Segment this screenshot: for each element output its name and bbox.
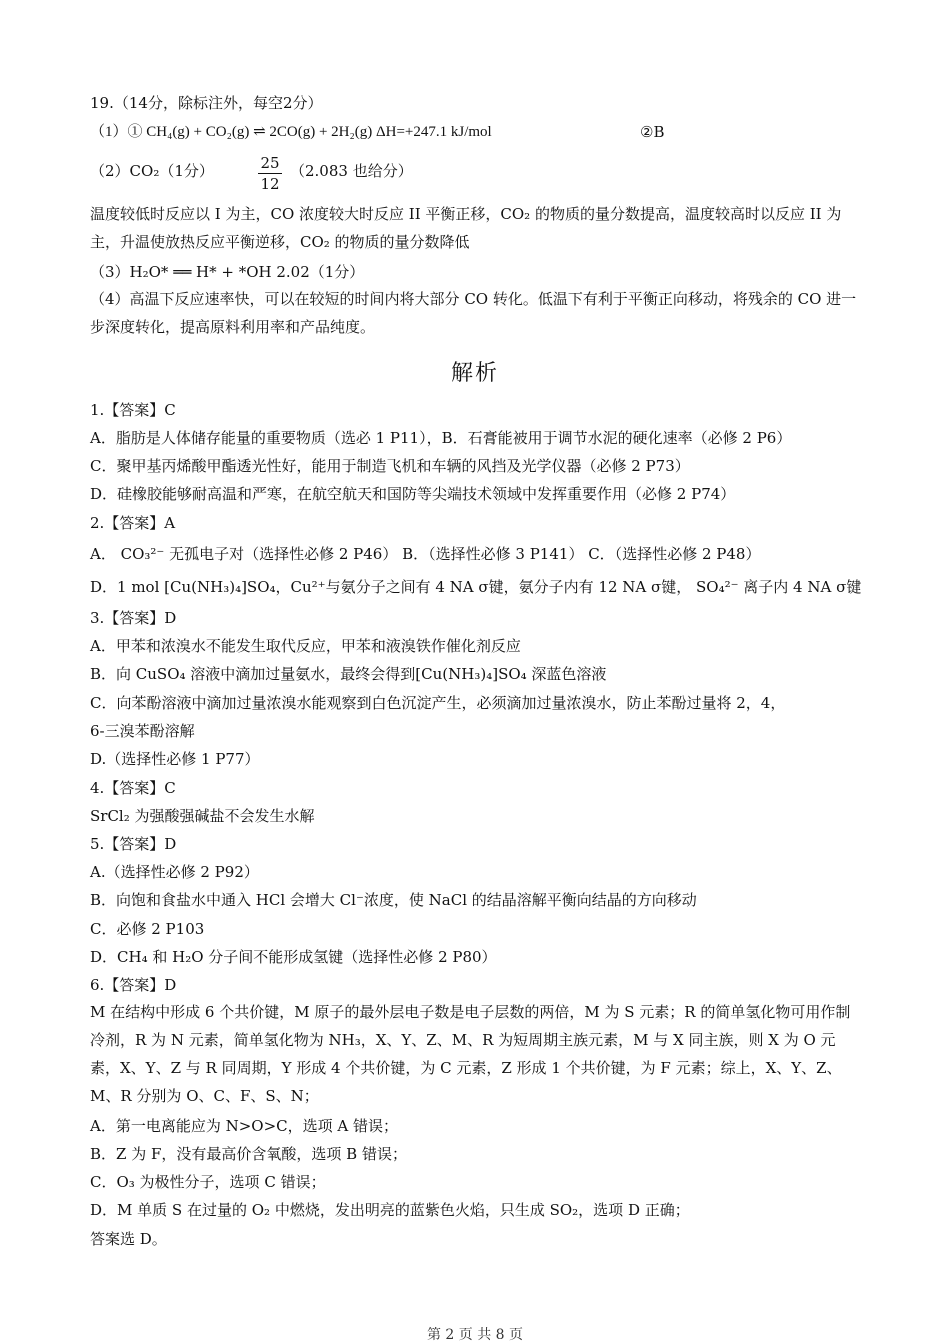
answer-line: B．向饱和食盐水中通入 HCl 会增大 Cl⁻浓度，使 NaCl 的结晶溶解平衡向结晶的方向移动 <box>90 891 697 909</box>
fraction-numerator: 25 <box>260 154 280 172</box>
fraction-25-12 <box>258 154 282 193</box>
q6-explanation: M 在结构中形成 6 个共价键，M 原子的最外层电子数是电子层数的两倍，M 为 S 元素；R 的简单氢化物可用作制冷剂，R 为 N 元素，简单氢化物为 NH₃，X、Y、Z、M、R 为短周期主族元素，M 与 X 同主族，则 X 为 O 元素，X、Y、Z 与 R 同周期，Y 形成 4 个共价键，为 C 元素，Z 形成 1 个共价键，为 F 元素；综上，X、Y、Z、M、R 分别为 O、C、F、S、N； <box>90 1003 851 1105</box>
fraction-denominator: 12 <box>260 175 280 193</box>
answer-line: D．1 mol [Cu(NH₃)₄]SO₄，Cu²⁺与氨分子之间有 4 NA σ键，氨分子内有 12 NA σ键， SO₄²⁻ 离子内 4 NA σ键 <box>90 578 862 596</box>
page-footer: 第 2 页 共 8 页 <box>426 1327 524 1343</box>
answer-line: C．聚甲基丙烯酸甲酯透光性好，能用于制造飞机和车辆的风挡及光学仪器（必修 2 P73） <box>90 457 690 475</box>
q19-part4: （4）高温下反应速率快，可以在较短的时间内将大部分 CO 转化。低温下有利于平衡正向移动，将残余的 CO 进一步深度转化，提高原料利用率和产品纯度。 <box>90 290 857 336</box>
answer-line: C．必修 2 P103 <box>90 920 205 938</box>
q6-option: B．Z 为 F，没有最高价含氧酸，选项 B 错误； <box>90 1145 407 1163</box>
answer-line: C．向苯酚溶液中滴加过量浓溴水能观察到白色沉淀产生，必须滴加过量浓溴水，防止苯酚过量将 2，4， <box>90 694 786 712</box>
q19-part2-note: （2.083 也给分） <box>290 162 413 180</box>
answer-line: SrCl₂ 为强酸强碱盐不会发生水解 <box>90 807 315 825</box>
answer-line: A．甲苯和浓溴水不能发生取代反应，甲苯和液溴铁作催化剂反应 <box>90 637 521 655</box>
q19-part2-explanation: 温度较低时反应以 I 为主，CO 浓度较大时反应 II 平衡正移，CO₂ 的物质的量分数提高，温度较高时以反应 II 为主，升温使放热反应平衡逆移，CO₂ 的物质的量分数降低 <box>90 205 842 251</box>
q19-header: 19.（14分，除标注外，每空2分） <box>90 94 323 112</box>
q19-part3: （3）H₂O* ══ H* + *OH 2.02（1分） <box>90 263 365 281</box>
answer-line: 2.【答案】A <box>90 514 176 532</box>
q19-part1-answer: ②B <box>640 123 665 141</box>
fraction-bar <box>258 173 282 174</box>
answer-line: D．CH₄ 和 H₂O 分子间不能形成氢键（选择性必修 2 P80） <box>90 948 497 966</box>
answer-line: 6-三溴苯酚溶解 <box>90 722 195 740</box>
answer-line: D.（选择性必修 1 P77） <box>90 750 260 768</box>
answer-line: B．向 CuSO₄ 溶液中滴加过量氨水，最终会得到[Cu(NH₃)₄]SO₄ 深蓝色溶液 <box>90 665 607 683</box>
answer-line: A.（选择性必修 2 P92） <box>90 863 259 881</box>
q6-option: 答案选 D。 <box>90 1230 167 1248</box>
q6-option: C．O₃ 为极性分子，选项 C 错误； <box>90 1173 326 1191</box>
answer-line: 3.【答案】D <box>90 609 177 627</box>
answer-line: 1.【答案】C <box>90 401 176 419</box>
answer-line: 6.【答案】D <box>90 976 177 994</box>
answer-line: 4.【答案】C <box>90 779 176 797</box>
answer-line: A． CO₃²⁻ 无孤电子对（选择性必修 2 P46） B．（选择性必修 3 P141） C．（选择性必修 2 P48） <box>90 545 761 563</box>
q19-part1-equation: （1）① CH₄(g) + CO₂(g) ⇌ 2CO(g) + 2H₂(g) ΔH=+247.1 kJ/mol <box>90 124 492 140</box>
q6-option: D．M 单质 S 在过量的 O₂ 中燃烧，发出明亮的蓝紫色火焰，只生成 SO₂，选项 D 正确； <box>90 1201 690 1219</box>
q6-option: A．第一电离能应为 N>O>C，选项 A 错误； <box>90 1117 399 1135</box>
answer-line: 5.【答案】D <box>90 835 177 853</box>
answer-line: D．硅橡胶能够耐高温和严寒，在航空航天和国防等尖端技术领域中发挥重要作用（必修 2 P74） <box>90 485 736 503</box>
answer-line: A．脂肪是人体储存能量的重要物质（选必 1 P11），B．石膏能被用于调节水泥的硬化速率（必修 2 P6） <box>90 429 792 447</box>
q19-part2-co2: （2）CO₂（1分） <box>90 162 214 180</box>
section-title-jiexi: 解析 <box>450 361 499 386</box>
